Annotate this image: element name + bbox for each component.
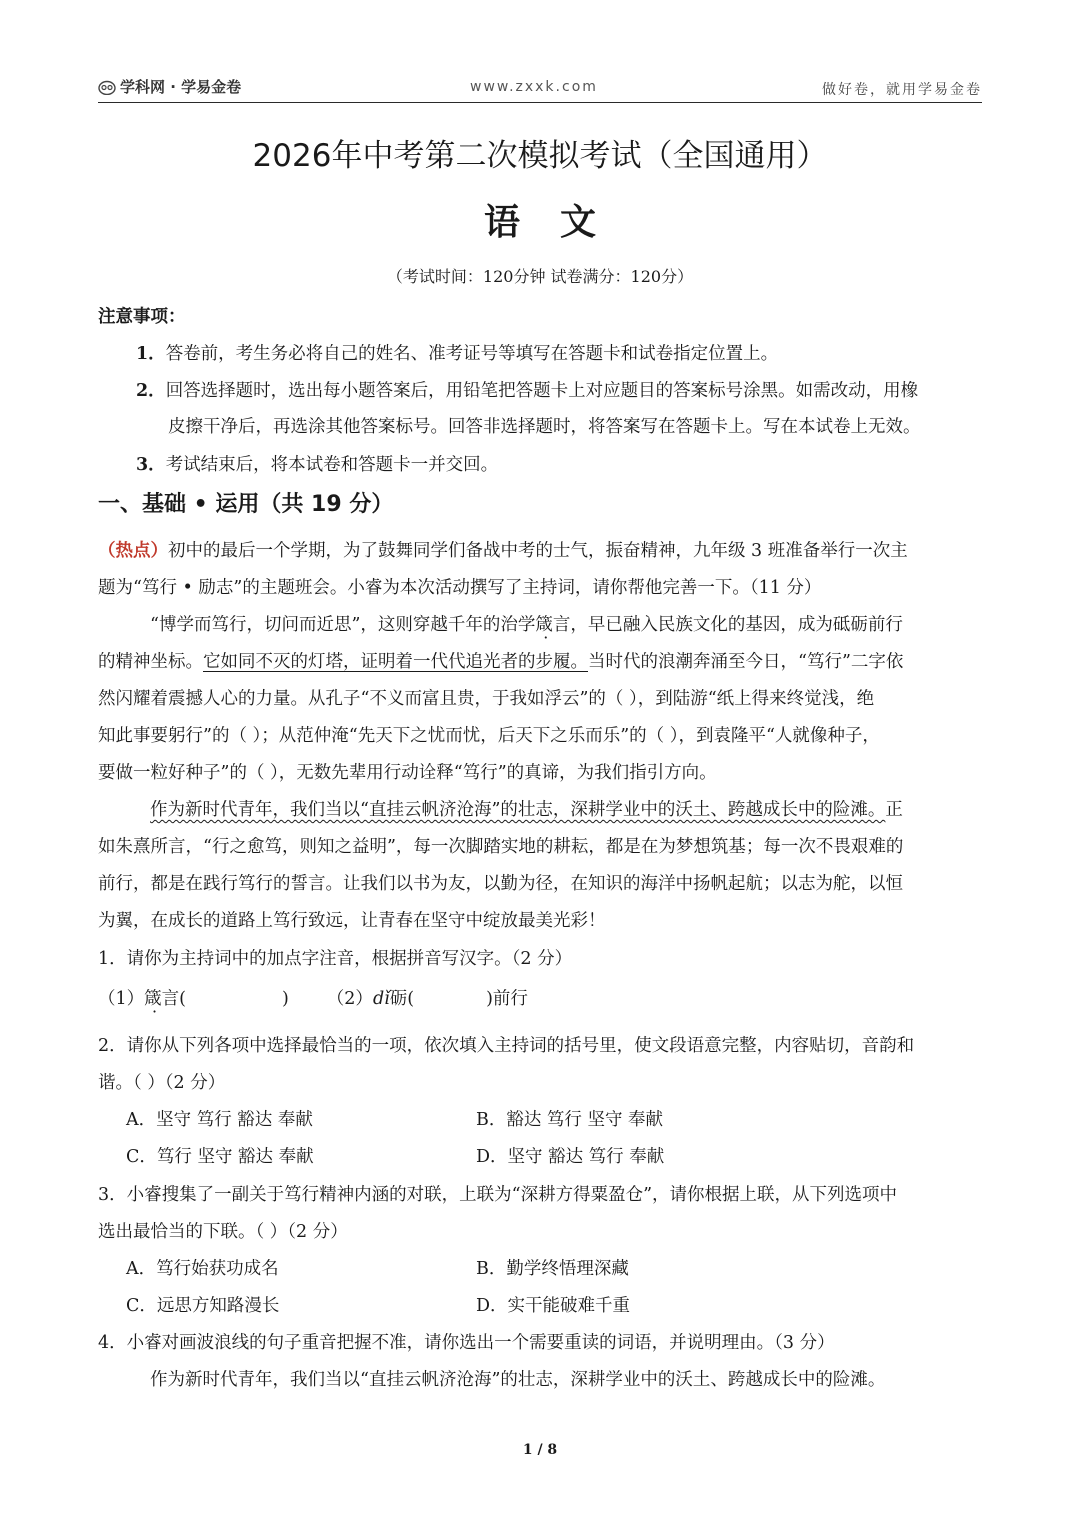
- notice-heading: 注意事项：: [98, 307, 186, 327]
- passage-line: 要做一粒好种子”的（ ），无数先辈用行动诠释“笃行”的真谛，为我们指引方向。: [98, 763, 717, 783]
- subject-title: 语文: [483, 202, 636, 243]
- notice-text: 答卷前，考生务必将自己的姓名、准考证号等填写在答题卡和试卷指定位置上。: [165, 344, 779, 364]
- dotted-char: 箴: [535, 615, 553, 635]
- option-a[interactable]: A．坚守 笃行 豁达 奉献: [126, 1110, 313, 1130]
- question-3: 选出最恰当的下联。（ ）（2 分）: [98, 1222, 348, 1242]
- hot-tag: （热点）: [98, 541, 168, 561]
- notice-item: [136, 377, 918, 402]
- question-2: 2．请你从下列各项中选择最恰当的一项，依次填入主持词的括号里，使文段语意完整，内容贴切，音韵和: [98, 1036, 915, 1056]
- option-c[interactable]: C．远思方知路漫长: [126, 1296, 280, 1316]
- question-2: 谐。（ ）（2 分）: [98, 1073, 226, 1093]
- passage-line: 为翼，在成长的道路上笃行致远，让青春在坚守中绽放最美光彩！: [98, 911, 606, 931]
- item-text: 言(: [161, 989, 186, 1009]
- option-b[interactable]: B．勤学终悟理深藏: [476, 1259, 629, 1279]
- passage-text: 的精神坐标。: [98, 652, 203, 672]
- question-1-items: [98, 985, 528, 1010]
- exam-info: （考试时间：120分钟 试卷满分：120分）: [386, 267, 694, 286]
- passage-text: “博学而笃行，切问而近思”，这则穿越千年的治学: [150, 615, 536, 635]
- option-d[interactable]: D．实干能破难千重: [476, 1296, 631, 1316]
- logo: [98, 76, 241, 97]
- logo-text: 学科网 · 学易金卷: [120, 78, 242, 96]
- passage-line: 前行，都是在践行笃行的誓言。让我们以书为友，以勤为径，在知识的海洋中扬帆起航；以志为舵，以恒: [98, 874, 903, 894]
- item-label: （1）: [98, 989, 145, 1009]
- pinyin: dǐ: [372, 989, 390, 1009]
- owl-logo-icon: [98, 79, 116, 95]
- passage-text: 当时代的浪潮奔涌至今日，“笃行”二字依: [588, 652, 904, 672]
- header-slogan: 做好卷，就用学易金卷: [822, 82, 982, 98]
- option-a[interactable]: A．笃行始获功成名: [126, 1259, 279, 1279]
- option-c[interactable]: C．笃行 坚守 豁达 奉献: [126, 1147, 314, 1167]
- exam-title: 2026年中考第二次模拟考试（全国通用）: [252, 138, 828, 174]
- notice-item: [136, 451, 498, 476]
- passage-line: 如朱熹所言，“行之愈笃，则知之益明”，每一次脚踏实地的耕耘，都是在为梦想筑基；每一次不畏艰难的: [98, 837, 904, 857]
- item-text: ): [281, 989, 289, 1009]
- item-label: （2）: [326, 989, 373, 1009]
- passage-text: 言，早已融入民族文化的基因，成为砥砺前行: [552, 615, 903, 635]
- intro-line: [98, 537, 908, 562]
- question-4-quote: 作为新时代青年，我们当以“直挂云帆济沧海”的壮志，深耕学业中的沃土、跨越成长中的险滩。: [150, 1370, 886, 1390]
- underlined-sentence: 它如同不灭的灯塔，证明着一代代追光者的步履。: [203, 652, 588, 672]
- notice-text: 回答选择题时，选出每小题答案后，用铅笔把答题卡上对应题目的答案标号涂黑。如需改动，用橡: [165, 381, 919, 401]
- passage-line: [150, 611, 903, 636]
- notice-num: 1．: [136, 344, 166, 364]
- passage-line: 知此事要躬行”的（ ）；从范仲淹“先天下之忧而忧，后天下之乐而乐”的（ ），到袁隆平“人就像种子，: [98, 726, 880, 746]
- passage-text: 正: [885, 800, 903, 820]
- section-heading: 一、基础 • 运用（共 19 分）: [98, 492, 394, 517]
- item-text: )前行: [486, 989, 528, 1009]
- notice-text: 考试结束后，将本试卷和答题卡一并交回。: [165, 455, 499, 475]
- dotted-char: 箴: [144, 989, 162, 1009]
- option-d[interactable]: D．坚守 豁达 笃行 奉献: [476, 1147, 665, 1167]
- passage-line: 然闪耀着震撼人心的力量。从孔子“不义而富且贵，于我如浮云”的（ ），到陆游“纸上得来终觉浅，绝: [98, 689, 875, 709]
- site-url: www.zxxk.com: [470, 79, 598, 95]
- question-1: 1．请你为主持词中的加点字注音，根据拼音写汉字。（2 分）: [98, 949, 573, 969]
- notice-item: [136, 340, 778, 365]
- notice-num: 3．: [136, 455, 166, 475]
- page-header: [98, 76, 982, 103]
- item-text: 砺(: [389, 989, 415, 1009]
- passage-line: [150, 796, 903, 821]
- page-number: 1 / 8: [522, 1442, 558, 1458]
- option-b[interactable]: B．豁达 笃行 坚守 奉献: [476, 1110, 664, 1130]
- wavy-sentence: 作为新时代青年，我们当以“直挂云帆济沧海”的壮志，深耕学业中的沃土、跨越成长中的险滩。: [150, 800, 886, 820]
- notice-text-cont: 皮擦干净后，再选涂其他答案标号。回答非选择题时，将答案写在答题卡上。写在本试卷上无效。: [168, 417, 921, 437]
- question-3: 3．小睿搜集了一副关于笃行精神内涵的对联，上联为“深耕方得粟盈仓”，请你根据上联，从下列选项中: [98, 1185, 898, 1205]
- intro-line: 题为“笃行 • 励志”的主题班会。小睿为本次活动撰写了主持词，请你帮他完善一下。（11 分）: [98, 578, 822, 598]
- intro-text: 初中的最后一个学期，为了鼓舞同学们备战中考的士气，振奋精神，九年级 3 班准备举行一次主: [168, 541, 908, 561]
- question-4: 4．小睿对画波浪线的句子重音把握不准，请你选出一个需要重读的词语，并说明理由。（3 分）: [98, 1333, 835, 1353]
- notice-num: 2．: [136, 381, 166, 401]
- passage-line: [98, 648, 903, 673]
